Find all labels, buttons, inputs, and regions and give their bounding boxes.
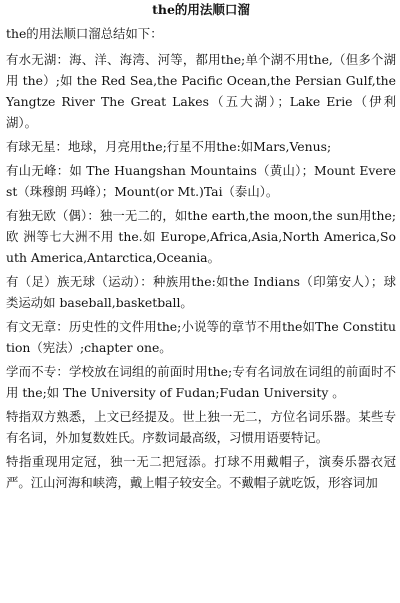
paragraph-races-sports: 有（足）族无球（运动）：种族用the:如the Indians（印第安人）；球类运动如 baseball,basketball。 bbox=[6, 274, 396, 310]
paragraph-documents-chapters: 有文无章：历史性的文件用the;小说等的章节不用the如The Constitution（宪法）;chapter one。 bbox=[6, 319, 396, 355]
paragraph-globe-stars: 有球无星：地球，月亮用the;行星不用the:如Mars,Venus; bbox=[6, 139, 332, 154]
paragraph-rhyme-two: 特指重现用定冠，独一无二把冠添。打球不用戴帽子，演奏乐器衣冠严。江山河海和峡湾，戴上帽子较安全。不戴帽子就吃饭，形容词加 bbox=[6, 454, 396, 490]
paragraph-water-lakes: 有水无湖：海、洋、海湾、河等，都用the;单个湖不用the,（但多个湖用 the）;如 the Red Sea,the Pacific Ocean,the Persian Gulf,the Yangtze River The Great Lakes（五大湖）；Lake Erie（伊利湖）。 bbox=[6, 52, 396, 130]
document-title: the的用法顺口溜 bbox=[152, 2, 250, 17]
intro-line: the的用法顺口溜总结如下： bbox=[6, 26, 163, 41]
paragraph-mountains-peaks: 有山无峰：如 The Huangshan Mountains（黄山）；Mount Everest（珠穆朗 玛峰）；Mount(or Mt.)Tai（泰山）。 bbox=[6, 163, 396, 199]
paragraph-schools: 学而不专：学校放在词组的前面时用the;专有名词放在词组的前面时不用 the;如 The University of Fudan;Fudan University 。 bbox=[6, 364, 396, 400]
paragraph-rhyme-one: 特指双方熟悉，上文已经提及。世上独一无二，方位名词乐器。某些专有名词，外加复数姓氏。序数词最高级，习惯用语要特记。 bbox=[6, 409, 396, 445]
paragraph-unique-continents: 有独无欧（偶）：独一无二的，如the earth,the moon,the sun用the;欧 洲等七大洲不用 the.如 Europe,Africa,Asia,North America,South America,Antarctica,Oceania。 bbox=[6, 208, 396, 265]
